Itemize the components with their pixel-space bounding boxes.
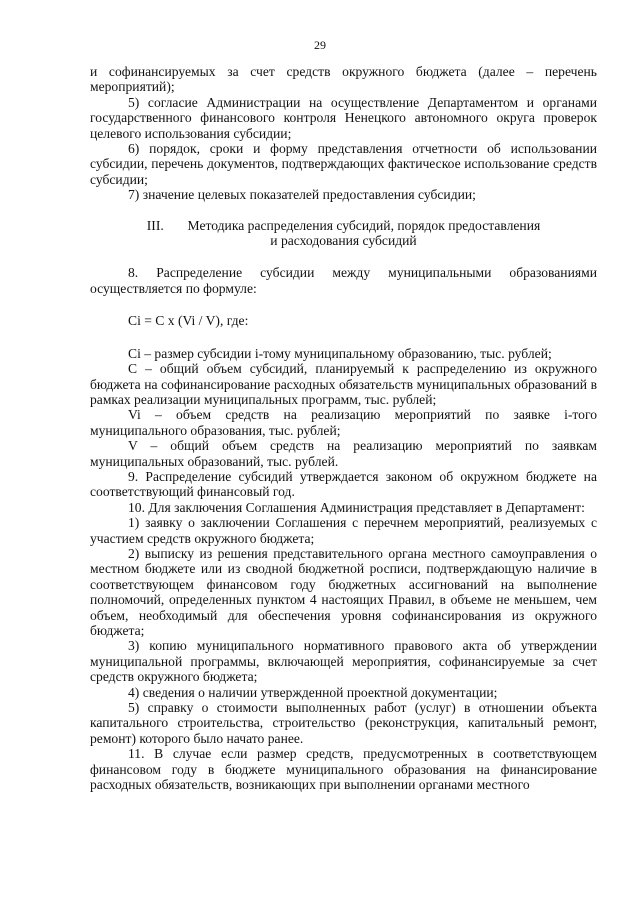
section-heading bbox=[90, 218, 597, 249]
paragraph-10: 10. Для заключения Соглашения Администрация представляет в Департамент: bbox=[128, 499, 585, 515]
paragraph: 5) согласие Администрации на осуществление Департаментом и органами государственного финансового контроля Ненецкого автономного округа проверок целевого использования субсидии; bbox=[90, 94, 597, 141]
definition-ci: Ci – размер субсидии i-тому муниципальному образованию, тыс. рублей; bbox=[128, 345, 552, 361]
page-number: 29 bbox=[314, 38, 326, 52]
paragraph: 7) значение целевых показателей предоставления субсидии; bbox=[128, 187, 476, 203]
definition-vi: Vi – объем средств на реализацию мероприятий по заявке i-того муниципального образования, тыс. рублей; bbox=[90, 407, 597, 438]
formula: Ci = С x (Vi / V), где: bbox=[128, 313, 249, 329]
list-item-5: 5) справку о стоимости выполненных работ (услуг) в отношении объекта капитального строительства, строительство (реконструкция, капитальный ремонт, ремонт) которого было начато ранее. bbox=[90, 700, 597, 746]
definition-v: V – общий объем средств на реализацию мероприятий по заявкам муниципальных образований, тыс. рублей. bbox=[90, 438, 597, 469]
list-item-4: 4) сведения о наличии утвержденной проектной документации; bbox=[128, 684, 498, 700]
paragraph-8: 8. Распределение субсидии между муниципальными образованиями осуществляется по формуле: bbox=[90, 265, 597, 296]
paragraph: 6) порядок, сроки и форму представления отчетности об использовании субсидии, перечень документов, подтверждающих фактическое использование средств субсидии; bbox=[90, 141, 597, 187]
list-item-1: 1) заявку о заключении Соглашения с перечнем мероприятий, реализуемых с участием средств окружного бюджета; bbox=[90, 515, 597, 546]
document-body bbox=[90, 64, 597, 792]
paragraph-9: 9. Распределение субсидий утверждается законом об окружном бюджете на соответствующий финансовый год. bbox=[90, 468, 597, 500]
list-item-2: 2) выписку из решения представительного органа местного самоуправления о местном бюджете или из сводной бюджетной росписи, подтверждающую наличие в соответствующем финансовом году бюджетных ассигнований на выполнение полномочий, определенных пунктом 4 настоящих Правил, в объеме не меньшем, чем объем, необходимый для обеспечения уровня софинансирования из окружного бюджета; bbox=[90, 545, 597, 638]
paragraph-11: 11. В случае если размер средств, предусмотренных в соответствующем финансовом году в бюджете муниципального образования на финансирование расходных обязательств, возникающих при выполнении органами местного bbox=[90, 746, 597, 793]
definition-c: С – общий объем субсидий, планируемый к распределению из окружного бюджета на софинансирование расходных обязательств муниципальных образований в рамках реализации муниципальных программ, тыс. рублей; bbox=[90, 361, 597, 407]
section-heading-line-1: III. Методика распределения субсидий, порядок предоставления bbox=[146, 217, 541, 233]
section-heading-line-2: и расходования субсидий bbox=[270, 233, 417, 249]
paragraph: и софинансируемых за счет средств окружного бюджета (далее – перечень мероприятий); bbox=[90, 64, 597, 95]
list-item-3: 3) копию муниципального нормативного правового акта об утверждении муниципальной программы, включающей мероприятия, софинансируемые за счет средств окружного бюджета; bbox=[90, 638, 597, 685]
